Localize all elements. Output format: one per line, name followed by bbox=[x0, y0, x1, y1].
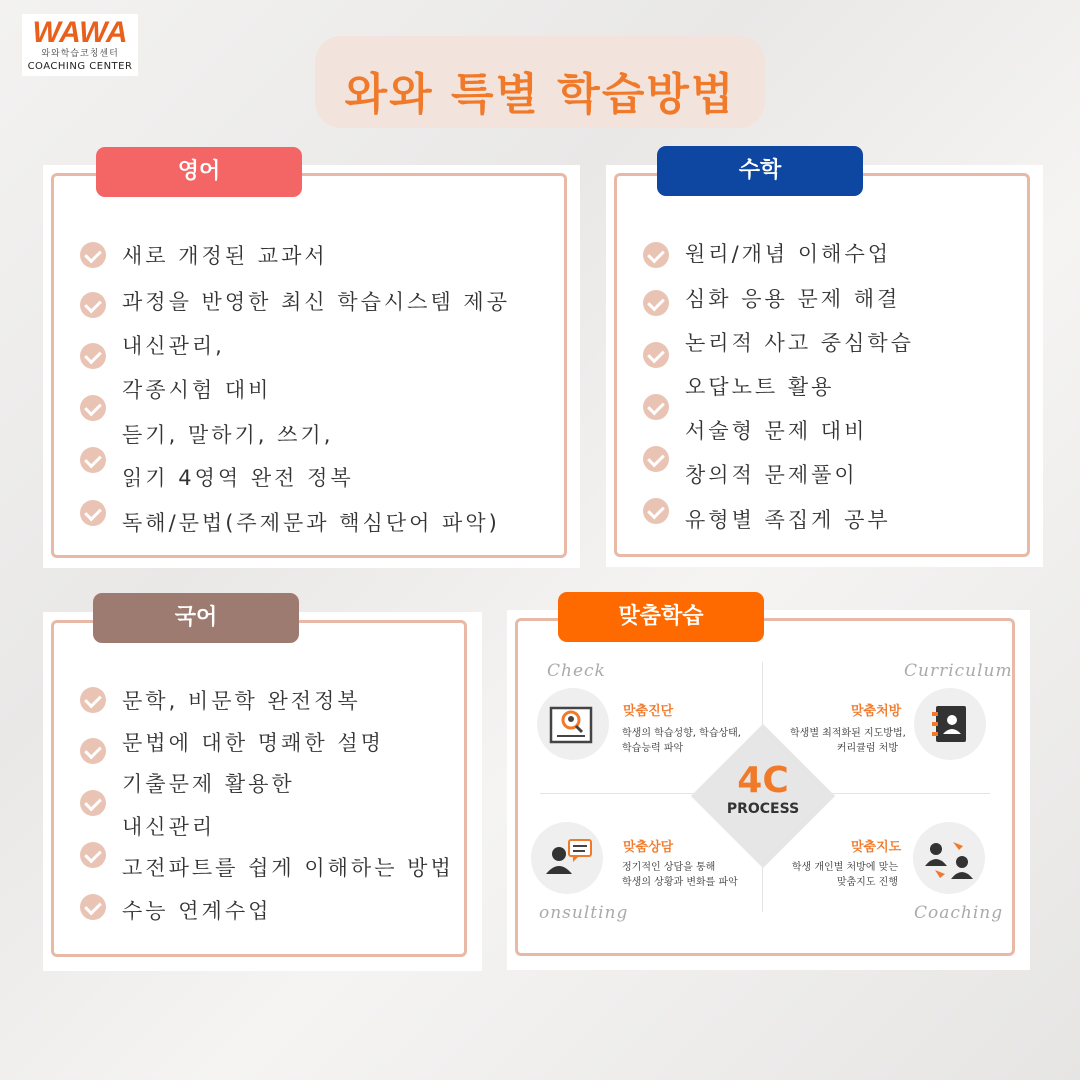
list-item: 문학, 비문학 완전정복 bbox=[122, 689, 361, 713]
check-title: 맞춤진단 bbox=[623, 704, 674, 719]
check-icon bbox=[80, 395, 106, 421]
list-item: 듣기, 말하기, 쓰기, bbox=[122, 423, 334, 447]
english-tag: 영어 bbox=[96, 147, 302, 197]
check-icon bbox=[80, 894, 106, 920]
list-item: 내신관리, bbox=[122, 334, 225, 358]
list-item: 논리적 사고 중심학습 bbox=[685, 331, 914, 355]
list-item: 읽기 4영역 완전 정복 bbox=[122, 466, 354, 490]
list-item: 내신관리 bbox=[122, 815, 216, 839]
list-item: 오답노트 활용 bbox=[685, 375, 835, 399]
check-icon bbox=[643, 342, 669, 368]
check-icon bbox=[80, 738, 106, 764]
check-icon bbox=[643, 242, 669, 268]
list-item: 독해/문법(주제문과 핵심단어 파악) bbox=[122, 511, 500, 535]
process-label: PROCESS bbox=[726, 801, 800, 817]
check-desc-1: 학생의 학습성향, 학습상태, bbox=[622, 728, 741, 739]
list-item: 고전파트를 쉽게 이해하는 방법 bbox=[122, 856, 454, 880]
english-frame bbox=[51, 173, 567, 558]
check-icon bbox=[80, 242, 106, 268]
coaching-circle bbox=[913, 822, 985, 894]
check-icon bbox=[643, 290, 669, 316]
page-title: 와와 특별 학습방법 bbox=[344, 69, 736, 120]
list-item: 새로 개정된 교과서 bbox=[122, 244, 328, 268]
person-chat-icon bbox=[531, 822, 603, 894]
curriculum-title: 맞춤처방 bbox=[851, 704, 902, 719]
check-icon bbox=[643, 446, 669, 472]
list-item: 유형별 족집게 공부 bbox=[685, 508, 891, 532]
check-icon bbox=[80, 790, 106, 816]
consulting-title: 맞춤상담 bbox=[623, 840, 674, 855]
check-icon bbox=[80, 500, 106, 526]
wawa-logo-mark bbox=[28, 18, 132, 46]
coaching-script-label: Coaching bbox=[914, 903, 1004, 923]
curriculum-circle bbox=[914, 688, 986, 760]
list-item: 심화 응용 문제 해결 bbox=[685, 287, 901, 311]
coaching-desc-1: 학생 개인별 처방에 맞는 bbox=[791, 862, 898, 873]
curriculum-desc-2: 커리큘럼 처방 bbox=[836, 743, 898, 754]
title-banner bbox=[315, 36, 765, 128]
check-icon bbox=[643, 394, 669, 420]
list-item: 과정을 반영한 최신 학습시스템 제공 bbox=[122, 290, 510, 314]
logo bbox=[22, 14, 138, 76]
magnifier-doc-icon bbox=[537, 688, 609, 760]
check-circle bbox=[537, 688, 609, 760]
consulting-desc-2: 학생의 상황과 변화를 파악 bbox=[622, 877, 738, 888]
consulting-script-label: onsulting bbox=[539, 903, 629, 923]
logo-english: COACHING CENTER bbox=[27, 61, 133, 72]
people-exchange-icon bbox=[913, 822, 985, 894]
check-desc-2: 학습능력 파악 bbox=[622, 743, 684, 754]
check-icon bbox=[80, 343, 106, 369]
math-frame bbox=[614, 173, 1030, 557]
consulting-circle bbox=[531, 822, 603, 894]
svg-text:WAWA: WAWA bbox=[32, 18, 128, 46]
process-letter: C bbox=[762, 760, 789, 801]
check-icon bbox=[643, 498, 669, 524]
list-item: 문법에 대한 명쾌한 설명 bbox=[122, 731, 384, 755]
consulting-desc-1: 정기적인 상담을 통해 bbox=[622, 862, 716, 873]
curriculum-desc-1: 학생별 최적화된 지도방법, bbox=[790, 728, 906, 739]
check-icon bbox=[80, 842, 106, 868]
list-item: 원리/개념 이해수업 bbox=[685, 242, 892, 266]
coaching-desc-2: 맞춤지도 진행 bbox=[836, 877, 898, 888]
check-icon bbox=[80, 687, 106, 713]
math-tag: 수학 bbox=[657, 146, 863, 196]
process-number: 4 bbox=[737, 760, 763, 801]
list-item: 수능 연계수업 bbox=[122, 899, 272, 923]
contact-book-icon bbox=[914, 688, 986, 760]
process-4c bbox=[713, 760, 813, 801]
list-item: 창의적 문제풀이 bbox=[685, 463, 858, 487]
list-item: 각종시험 대비 bbox=[122, 378, 272, 402]
logo-korean: 와와학습코칭센터 bbox=[41, 49, 119, 59]
list-item: 기출문제 활용한 bbox=[122, 772, 295, 796]
check-script-label: Check bbox=[547, 661, 606, 681]
list-item: 서술형 문제 대비 bbox=[685, 419, 868, 443]
check-icon bbox=[80, 447, 106, 473]
custom-tag: 맞춤학습 bbox=[558, 592, 764, 642]
korean-tag: 국어 bbox=[93, 593, 299, 643]
curriculum-script-label: Curriculum bbox=[904, 661, 1013, 681]
check-icon bbox=[80, 292, 106, 318]
coaching-title: 맞춤지도 bbox=[851, 840, 902, 855]
